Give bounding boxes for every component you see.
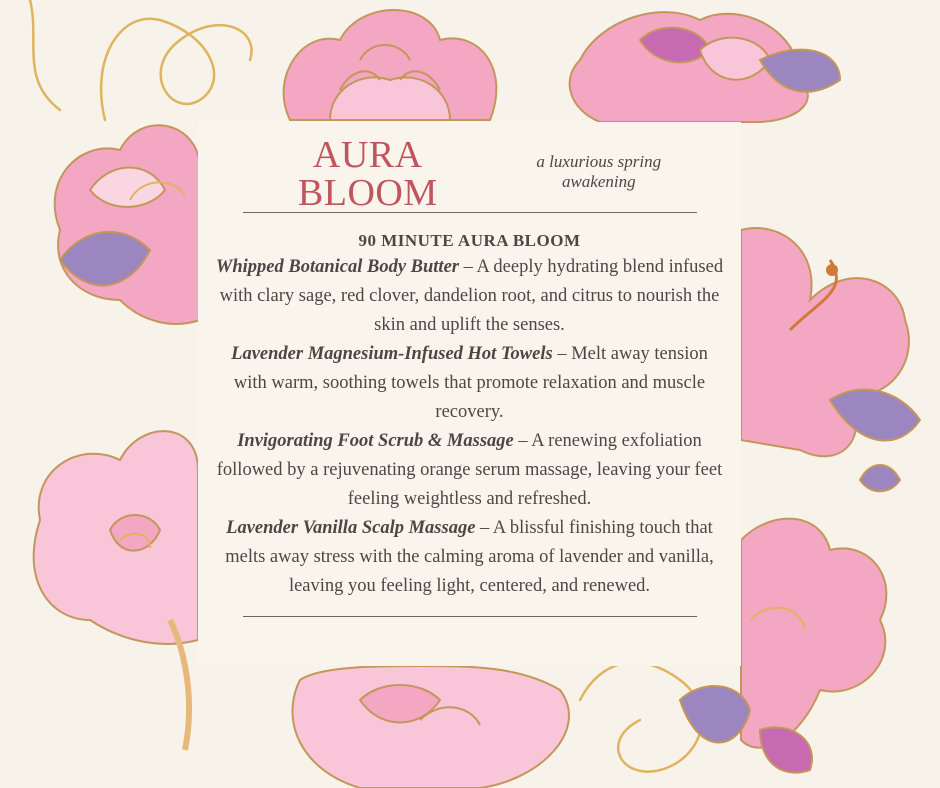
service-item-name: Whipped Botanical Body Butter: [215, 257, 459, 277]
service-item: [214, 514, 725, 601]
service-item-name: Lavender Magnesium-Infused Hot Towels: [231, 344, 553, 364]
service-items: [214, 253, 725, 601]
service-item: [214, 253, 725, 340]
service-item-description: – A deeply hydrating blend infused with clary sage, red clover, dandelion root, and citrus to nourish the skin and uplift the senses.: [219, 257, 724, 335]
divider: [243, 616, 697, 617]
page-title: AURA BLOOM: [297, 134, 438, 214]
flower-top-right: [570, 12, 840, 122]
flower-top-left: [55, 125, 200, 324]
flower-left-bottom: [34, 431, 198, 750]
flower-right-middle: [741, 228, 920, 491]
service-title: 90 MINUTE AURA BLOOM: [358, 231, 581, 250]
service-item-name: Lavender Vanilla Scalp Massage: [226, 518, 476, 538]
service-item-description: – A renewing exfoliation followed by a rejuvenating orange serum massage, leaving your feet feeling weightless and refreshed.: [216, 431, 723, 509]
service-item-name: Invigorating Foot Scrub & Massage: [237, 431, 514, 451]
service-item-description: – A blissful finishing touch that melts away stress with the calming aroma of lavender and vanilla, leaving you feeling light, centered, and renewed.: [225, 518, 714, 596]
header: [243, 136, 697, 213]
service-item: [214, 340, 725, 427]
flower-bottom-center: [293, 666, 569, 788]
flower-top-center: [284, 10, 497, 120]
tagline: a luxurious spring awakening: [536, 152, 662, 191]
service-item: [214, 427, 725, 514]
service-item-description: – Melt away tension with warm, soothing towels that promote relaxation and muscle recovery.: [233, 344, 708, 422]
menu-card: [198, 122, 741, 666]
